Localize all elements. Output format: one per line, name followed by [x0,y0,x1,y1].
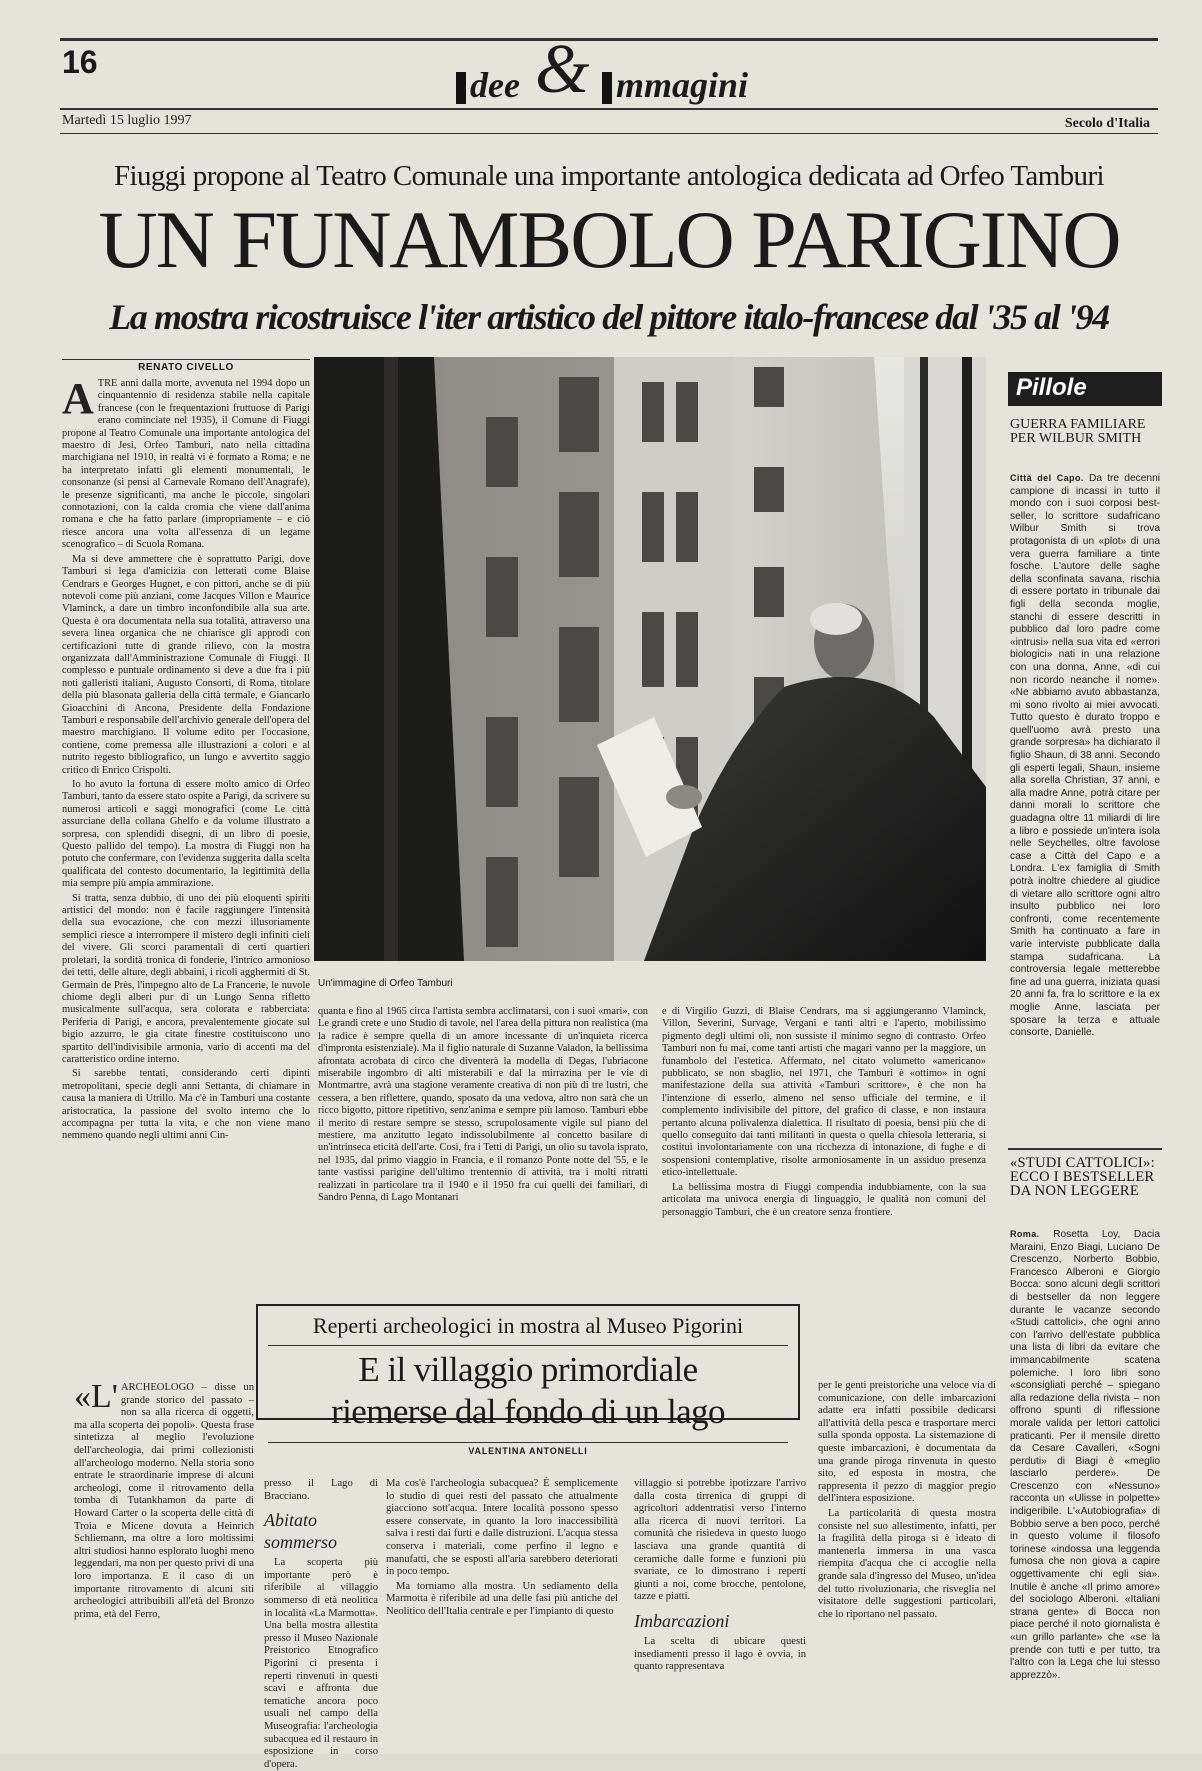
paragraph: Io ho avuto la fortuna di essere molto amico di Orfeo Tamburi, tanto da essere stato ospite a Parigi, da scrivere su numerosi articoli e saggi monografici (come Le città assurciane della collana Ghelfo e da volume illustrato a sorpresa, con splendidi disegni, di un libro di poesie, Questo pallido del tempo). La mostra di Fiuggi non ha potuto che confermare, con l'evidenza suggerita dalla scelta qualificata del contesto documentario, la legittimità della mia sempre più ampia ammirazione. [62,779,310,890]
pillole-text: Da tre decenni campione di incassi in tutto il mondo con i suoi corposi best-seller, lo scrittore sudafricano Wilbur Smith si trova protagonista di un «plot» di una vera guerra familiare a tinte fosche. L'autore delle saghe della sconfinata savana, rischia di essere portato in tribunale dai figli della seconda moglie, stanchi di essere descritti in pubblico dal loro padre come «intrusi» nella sua vita ed «errori biologici» nati in una relazione con una donna, Anne, «di cui non ricordo neanche il nome». «Ne abbiamo avuto abbastanza, mi sono rivolto ai miei avvocati. Tutto questo è durato troppo e quell'uomo avrà presto una grande sorpresa» ha dichiarato il figlio Shaun, di 38 anni. Secondo gli esperti legali, Shaun, insieme alla sorella Christian, 37 anni, e alla madre Anne, potrà citare per danni morali lo scrittore che guadagna oltre 11 miliardi di lire a libro e possiede un'intera isola nelle Seychelles, oltre favolose case a Città del Capo e a Londra. L'ex famiglia di Smith potrà inoltre chiedere al giudice di vietare allo scrittore ogni altro insulto pubblico nei loro confronti, come recentemente Smith ha continuato a fare in varie interviste pubblicate dalla stampa sudafricana. La controversia legale metterebbe fine ad una guerra, iniziata quasi 20 anni fa, fra lo scrittore e la ex moglie Anne, lasciata per sposare la terza e attuale consorte, Danielle. [1010,473,1160,1039]
paragraph: La particolarità di questa mostra consiste nel suo allestimento, infatti, per la fragilità della piroga si è ideato di mantenerla immersa in una vasca riempita d'acqua che ci accoglie nella grande sala d'ingresso del Museo, un'idea del tutto rivoluzionaria, che risveglia nel visitatore delle suggestioni particolari, che lo riportano nel passato. [818,1507,996,1620]
pillole-item1-headline: GUERRA FAMILIARE PER WILBUR SMITH [1010,417,1146,446]
page-number: 16 [62,44,98,80]
paragraph: La bellissima mostra di Fiuggi compendia indubbiamente, con la sua articolata ma univoca energia di linguaggio, le qualità non comuni del personaggio Tamburi, che è un creatore senza frontiere. [662,1181,986,1218]
box-byline-rule [268,1442,788,1443]
pillole-divider [1008,1148,1162,1150]
drop-cap: A [62,374,94,423]
subhead: La mostra ricostruisce l'iter artistico del pittore italo-francese dal '35 al '94 [109,297,1109,337]
paragraph: TRE anni dalla morte, avvenuta nel 1994 dopo un cinquantennio di residenza stabile nella capitale francese (con le frequentazioni fruttuose di Parigi erano cominciate nel 1935), il Comune di Fiuggi propone al Teatro Comunale una importante antologica del maestro di Jesi, Orfeo Tamburi, nato nella cittadina marchigiana nel 1910, in realtà vi è formato a Roma; e ne ha interpretato infatti gli elementi monumentali, le consonanze (si pensi al Carnevale Romano dell'Anagrafe), le presenze significanti, ma anche le piccole, singolari connotazioni, con la calda cromia che viene dall'anima romana e che ha fatto parlare (impropriamente – e ciò riesce ancora una volta all'essenza di un legame scenografico – di Scuola Romana. [62,378,310,551]
box-column-4 [634,1478,806,1722]
article-column-3 [662,1006,986,1286]
date-rule-bottom [60,133,1158,134]
section-bar-right [602,72,612,104]
dateline: Città del Capo. [1010,473,1084,483]
dateline: Roma. [1010,1229,1040,1239]
pillole-item2 [1010,1228,1160,1720]
section-word-1: dee [470,65,520,105]
paragraph: per le genti preistoriche una veloce via di comunicazione, con delle imbarcazioni adatte era infatti possibile dedicarsi all'attività della pesca e trasportare merci sulla sponda opposta. La sistemazione di queste imbarcazioni, è documentata da una grande piroga rinvenuta in questo sito, ed esposta in mostra, che rappresenta il pezzo di maggior pregio dell'intera esposizione. [818,1380,996,1505]
byline: RENATO CIVELLO [138,362,234,373]
box-column-3 [386,1478,618,1722]
paragraph: Ma torniamo alla mostra. Un sediamento della Marmotta è riferibile ad una delle fasi più antiche del Neolitico dell'Italia centrale e per l'impianto di questo [386,1580,618,1617]
issue-date: Martedì 15 luglio 1997 [62,113,192,128]
pillole-title: Pillole [1016,374,1087,401]
pillole-header [1008,372,1162,406]
photo-image [314,357,986,961]
pillole-item2-headline: «STUDI CATTOLICI»: ECCO I BESTSELLER DA NON LEGGERE [1010,1155,1155,1199]
box-subhead-1: Abitato sommerso [264,1510,338,1553]
paper-name: Secolo d'Italia [1064,116,1150,131]
box-column-5 [818,1380,996,1722]
article-column-1 [62,374,310,1366]
section-word-2: mmagini [616,65,749,105]
kicker: Fiuggi propone al Teatro Comunale una importante antologica dedicata ad Orfeo Tamburi [114,160,1104,192]
paragraph: La scelta di ubicare questi insediamenti presso il lago è ovvia, in quanto rappresentava [634,1635,806,1673]
date-rule-top [60,108,1158,110]
section-bar-left [456,72,466,104]
paragraph: e di Virgilio Guzzi, di Blaise Cendrars, ma si aggiungeranno Vlaminck, Villon, Severini, Survage, Vergani e tanti altri e l'aperto, mobilissimo pigmento degli ultimi oli, non sussiste il minimo segno di contrasto. Orfeo Tamburi non fu mai, come tanti artisti che magari vanno per la maggiore, un funambolo del l'estetica. Affermato, nel citato volumetto «americano» pubblicato, se non sbaglio, nel 1971, che Tamburi è «ottimo» in ogni manifestazione della sua attività «Tamburi scrittore», è che non ha l'intenzione di esserlo, almeno nel senso ufficiale del termine, e il complemento indivisibile del pittore, del grafico di classe, e non instaura pertanto alcuna polivalenza dialettica. Il risultato di poesia, bensì più che di quello conseguito dai tanti militanti in questa o quella chiesola letteraria, si costituì involontariamente con una ricchezza di intonazione, di fughe e di sospensioni contemplative, risolte armoniosamente in un assiduo presenza etico-intellettuale. [662,1006,986,1179]
pillole-text: Rosetta Loy, Dacia Maraini, Enzo Biagi, Luciano De Crescenzo, Norberto Bobbio, Francesco Alberoni e Giorgio Bocca: sono alcuni degli scrittori di bestseller da non leggere durante le vacanze secondo «Studi cattolici», che ogni anno con l'arrivo dell'estate pubblica una lista di libri da evitare che immancabilmente scatena polemiche. I loro libri sono «sconsigliati perché – spiegano alla redazione della rivista – non offrono spunti di riflessione morale valida per lettori cattolici praticanti. Per il mensile diretto da Cesare Cavalleri, «Sogni perduti» di Biagi è «meglio lasciarlo perdere». De Crescenzo con «Nessuno» racconta un «Ulisse in polpette» indigeribile. L'«Autobiografia» di Bobbio serve a ben poco, perché in questo volume il filosofo torinese «indossa una leggenda fumosa che non giova a capire oggettivamente chi egli sia». Inutile è anche «Il primo amore» del sociologo Alberoni. «Italiani strana gente» di Bocca non piace perché il noto giornalista è «un grillo parlante» che «se la prende con tutti e per tutto, tra l'altro con la Lega che lui stesso apprezzò». [1010,1229,1160,1681]
box-kicker-rule [268,1345,788,1346]
article-column-2 [318,1006,648,1286]
section-title [440,31,800,108]
headline: UN FUNAMBOLO PARIGINO [98,194,1120,285]
box-column-1 [74,1378,254,1722]
box-dropcap: «L' [74,1378,118,1415]
photo-caption: Un'immagine di Orfeo Tamburi [318,978,453,989]
box-column-2 [264,1478,378,1770]
section-ampersand: & [535,31,590,108]
paragraph: Ma cos'è l'archeologia subacquea? È semplicemente lo studio di quei resti del passato che attualmente giacciono sott'acqua. Intere località possono spesso essere conservate, in quanto la loro inaccessibilità salva i resti dai furti e dalle distruzioni. L'acqua stessa conserva i materiali, come perfino il legno e manufatti, che se esposti all'aria sarebbero deteriorati in poco tempo. [386,1478,618,1578]
box-subhead-2: Imbarcazioni [634,1610,730,1631]
byline-rule [62,359,310,360]
paragraph: presso il Lago di Bracciano. [264,1478,378,1502]
photo-orfeo-tamburi [314,357,986,961]
pillole-item1 [1010,472,1160,1352]
paragraph: Ma si deve ammettere che è soprattutto Parigi, dove Tamburi si lega d'amicizia con letterati come Blaise Cendrars e Georges Hugnet, e con pittori, anche se di più notevoli come più anziani, come Jacques Villon e Maurice Vlaminck, a dare un timbro inconfondibile alla sua arte. Questa è ora documentata nella sua totalità, attraverso una severa linea organica che ne chiarisce gli approdi con certificazioni tutte di grande rilievo, con la mostra organizzata dall'Amministrazione Comunale di Fiuggi. Il complesso e puntuale ordinamento si deve a due fra i più noti galleristi italiani, Augusto Consorti, di Roma, titolare della più blasonata galleria della città termale, e Giancarlo Gioacchini di Ancona, Presidente della Fondazione Tamburi e responsabile dell'archivio generale dell'opera del maestro marchigiano. Il volume edito per l'occasione, contiene, come premessa alle illustrazioni a colori e al nutrito regesto bibliografico, un lungo e avvertito saggio critico di Enrico Crispolti. [62,553,310,776]
box-headline-2: riemerse dal fondo di un lago [331,1392,725,1431]
paragraph: villaggio si potrebbe ipotizzare l'arrivo dalla costa tirrenica di gruppi di agricoltori addentratisi verso l'interno alla ricerca di nuovi territori. La comunità che risiedeva in questo luogo lasciava una grande quantità di ceramiche dalle forme e funzioni più svariate, ce lo dimostrano i reperti giunti a noi, come brocche, pentolone, tazze e piatti. [634,1478,806,1603]
paragraph: ARCHEOLOGO – disse un grande storico del passato – non sa alla ricerca di oggetti, ma alla scoperta dei popoli». Questa frase sintetizza al meglio l'evoluzione dell'archeologia, dai primi collezionisti all'archeologo moderno. Nella storia sono entrate le straordinarie imprese di alcuni archeologi, come il ritrovamento della tomba di Tutankhamon da parte di Howard Carter o la scoperta delle città di Troia e Micene dovuta a Heinrich Schliemann, ma oltre a loro moltissimi altri studiosi hanno esplorato luoghi meno leggendari, ma non per questo privi di una loro importanza. E il caso di un importante ritrovamento di alcuni siti archeologici attribuibili all'età del Bronzo prima, età del Ferro, [74,1382,254,1620]
paragraph: Si sarebbe tentati, considerando certi dipinti metropolitani, specie degli anni Settanta, di chiamare in causa la maniera di Utrillo. Ma c'è in Tamburi una costante aristocratica, la passione del svolto interno che lo accompagna per tutta la vita, e che non viene mano nemmeno quando negli ultimi anni Cin- [62,1068,310,1142]
paragraph: Si tratta, senza dubbio, di uno dei più eloquenti spiriti artistici del mondo: non è facile raggiungere l'intensità della sua evocazione, che con mezzi illusoriamente semplici riesce a interrompere il mistero degli infiniti cieli del vivere. Gli scorci paramentali di certi quartieri proletari, la sordità tronica di fonderie, l'intrico armonioso dei tetti, delle alture, degli abbaini, i ricoli agghermiti di St. Germain de Près, l'impegno alto de La Francerie, le nuvole chiome degli alberi pur di un Lungo Senna rifletto musicalmente sull'acqua, sera colorata e rabberciata: Periferia di Parigi, e ancora, prevalentemente giocate sul bigio azzurro, le gia citate finestre costituiscono uno spartito dell'indivisibile armonia, vario di accenti ma del caratteristico ordine interno. [62,892,310,1065]
paragraph: quanta e fino al 1965 circa l'artista sembra acclimatarsi, con i suoi «mari», con Le grandi crete e uno Studio di tavole, nel l'area della pittura non realistica (ma la radice è sempre quella di un amore incessante di un'inquieta ricerca d'impronta esistenziale). Ma il figlio naturale di Suzanne Valadon, la bellissima afrontata acrobata di circo che diventerà la modella di Degas, l'ubriacone miserabile ingombro di alti misterabili e dal la mirrazina per le vie di Montmartre, avrà una stagione veramente creativa di non più di tre lustri, che cessera, a ben riflettere, quando, sposato da una vedova, altro non sarà che un ricco bigotto, pittore ripetitivo, senz'anima e sempre più lamoso. Tamburi ebbe il merito di restare sempre se stesso, scrupolosamente vigile sul piano del mestiere, ma anzitutto legato indissolubilmente al concetto basilare di un'intrinseca eticità dell'arte. Così, fra i Tetti di Parigi, un olio su tavola isprato, nel 1935, dal primo viaggio in Francia, e il romanzo Ponte notte del '55, e le tante vastissi parigine dell'ultimo trentennio di attività, tra i molti ritratti realizzati in particolare tra il 1940 e il 1950 fra cui quelli dei familiari, di Sandro Penna, di Lago Montanari [318,1006,648,1204]
paragraph: La scoperta più importante però è riferibile al villaggio sommerso di età neolitica in località «La Marmotta». Una bella mostra allestita presso il Museo Nazionale Preistorico Etnografico Pigorini ci presenta i reperti rinvenuti in questi scavi e affronta due tematiche ancora poco usuali nel campo della Museografia: l'archeologia subacquea ed il restauro in esposizione in corso d'opera. [264,1557,378,1770]
box-kicker: Reperti archeologici in mostra al Museo Pigorini [312,1313,744,1338]
box-headline-1: E il villaggio primordiale [358,1350,698,1389]
box-byline: VALENTINA ANTONELLI [468,1446,588,1456]
